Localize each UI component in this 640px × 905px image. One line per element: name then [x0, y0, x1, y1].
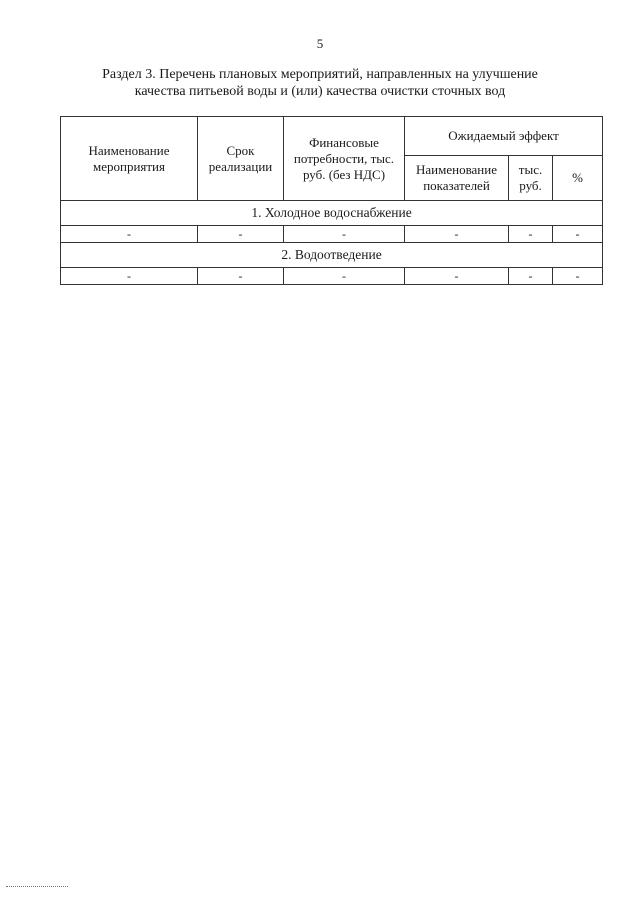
- footer-scan-mark: [6, 886, 68, 887]
- table-cell: -: [198, 226, 284, 243]
- header-expected-effect: Ожидаемый эффект: [405, 117, 603, 156]
- table-cell: -: [61, 226, 198, 243]
- header-effect-percent: %: [553, 156, 603, 201]
- section-title-line-1: Раздел 3. Перечень плановых мероприятий, направленных на улучшение: [102, 67, 538, 82]
- table-cell: -: [553, 268, 603, 285]
- group-title-cold-water: 1. Холодное водоснабжение: [61, 201, 603, 226]
- table-row: [61, 268, 603, 285]
- table-cell: -: [509, 226, 553, 243]
- measures-table: [60, 116, 603, 285]
- header-finance: Финансовые потребности, тыс. руб. (без НДС): [284, 117, 405, 201]
- page-number: 5: [316, 36, 324, 51]
- header-effect-indicators: Наименование показателей: [405, 156, 509, 201]
- table-cell: -: [198, 268, 284, 285]
- section-title-line-2: качества питьевой воды и (или) качества очистки сточных вод: [134, 84, 506, 99]
- table-group-row: [61, 201, 603, 226]
- header-measure-name: Наименование мероприятия: [61, 117, 198, 201]
- table-cell: -: [553, 226, 603, 243]
- table-cell: -: [284, 226, 405, 243]
- table-cell: -: [509, 268, 553, 285]
- table-cell: -: [405, 268, 509, 285]
- table-cell: -: [61, 268, 198, 285]
- table-cell: -: [405, 226, 509, 243]
- table-group-row: [61, 243, 603, 268]
- table-cell: -: [284, 268, 405, 285]
- table-header-row: [61, 117, 603, 156]
- header-term: Срок реализации: [198, 117, 284, 201]
- table-row: [61, 226, 603, 243]
- header-effect-rub: тыс. руб.: [509, 156, 553, 201]
- group-title-sewerage: 2. Водоотведение: [61, 243, 603, 268]
- section-title: [60, 66, 580, 100]
